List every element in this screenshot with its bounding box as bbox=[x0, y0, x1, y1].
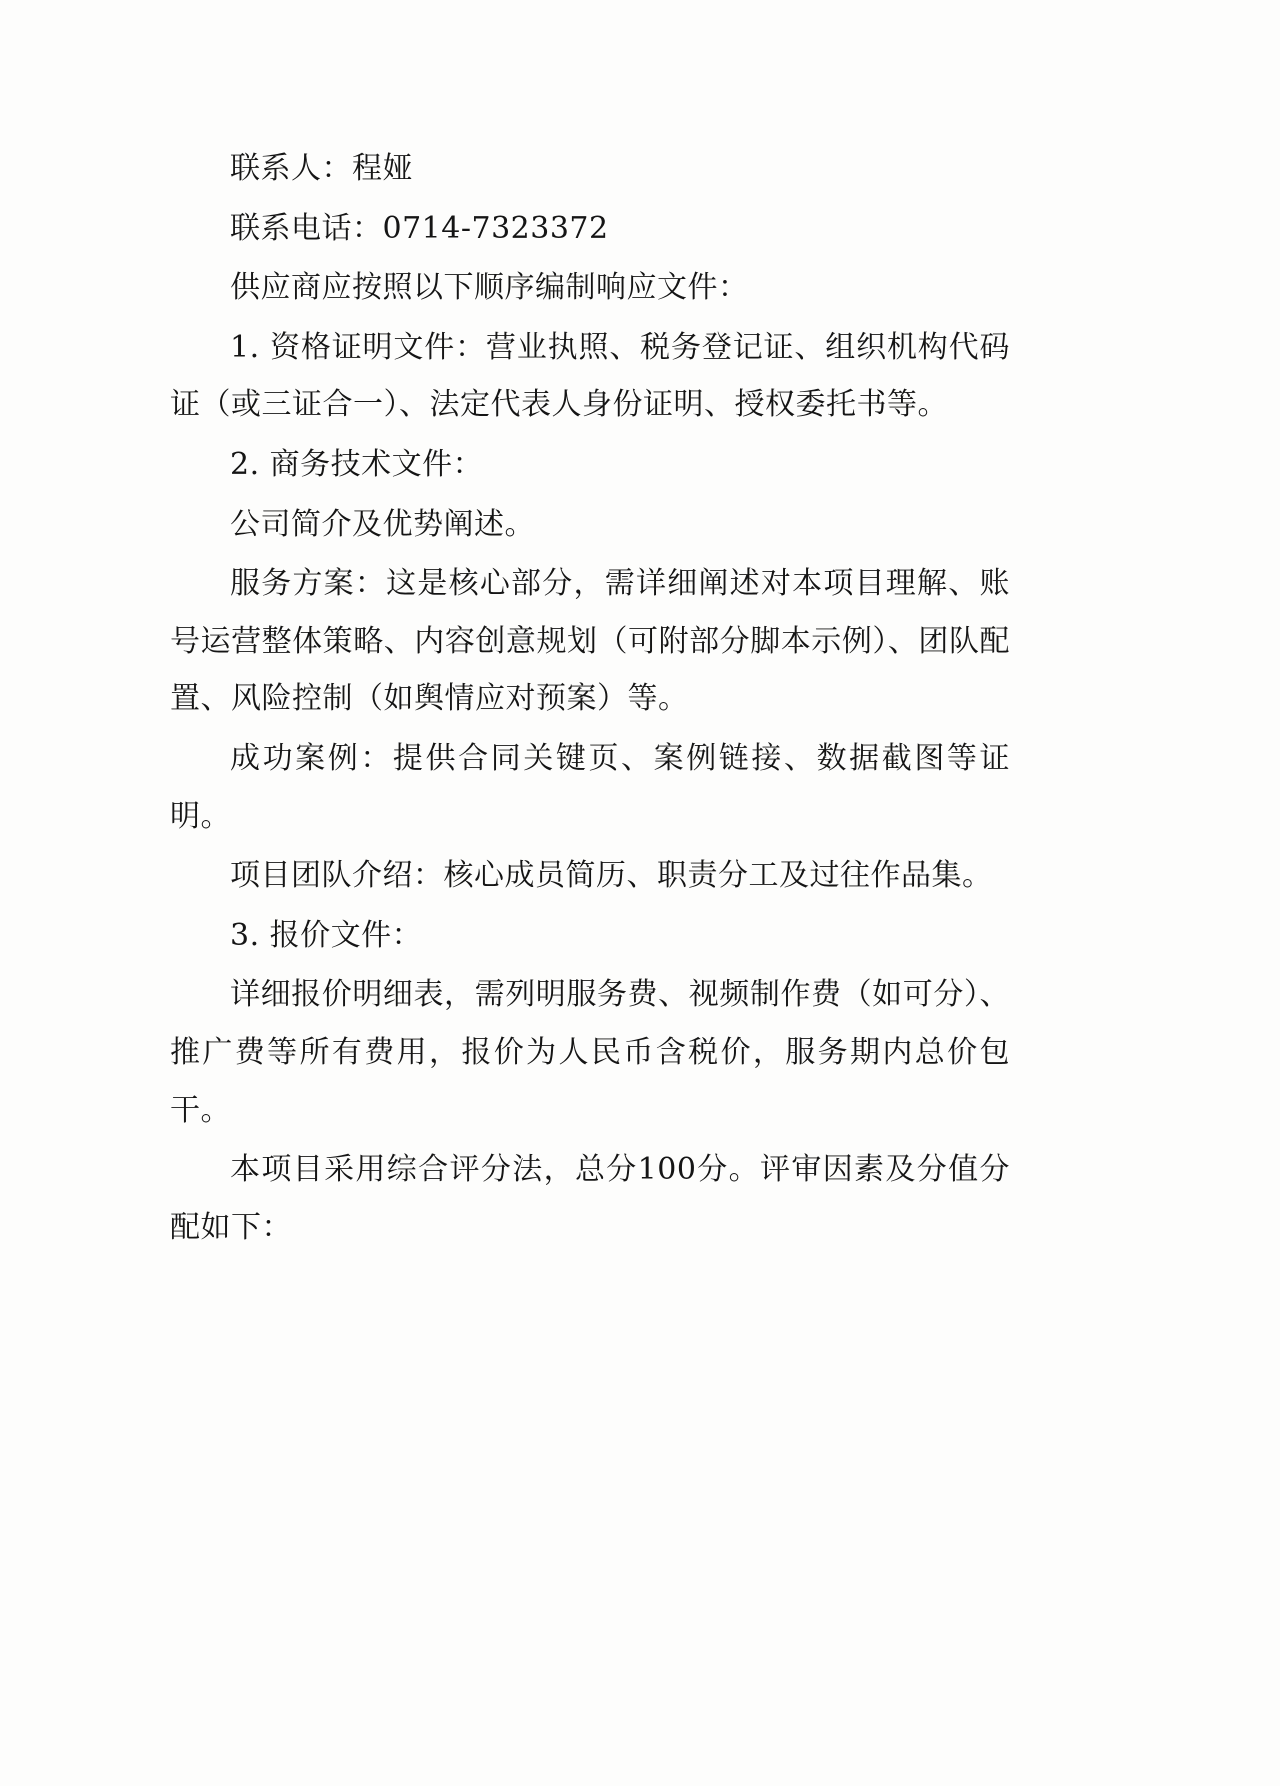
paragraph-contact-phone: 联系电话：0714-7323372 bbox=[230, 210, 609, 246]
paragraph-service-plan: 服务方案：这是核心部分，需详细阐述对本项目理解、账号运营整体策略、内容创意规划（可附部分脚本示例）、团队配置、风险控制（如舆情应对预案）等。 bbox=[170, 566, 1010, 717]
paragraph-quotation-detail: 详细报价明细表，需列明服务费、视频制作费（如可分）、推广费等所有费用，报价为人民币含税价，服务期内总价包干。 bbox=[170, 977, 1010, 1128]
paragraph-success-cases: 成功案例：提供合同关键页、案例链接、数据截图等证明。 bbox=[170, 740, 1010, 834]
paragraph-item-1-qualification: 1. 资格证明文件：营业执照、税务登记证、组织机构代码证（或三证合一）、法定代表人身份证明、授权委托书等。 bbox=[170, 329, 1010, 423]
paragraph-item-2-business-tech: 2. 商务技术文件： bbox=[230, 446, 484, 482]
paragraph-contact-person: 联系人：程娅 bbox=[230, 151, 413, 186]
paragraph-scoring-method: 本项目采用综合评分法，总分100分。评审因素及分值分配如下： bbox=[170, 1152, 1010, 1245]
paragraph-project-team: 项目团队介绍：核心成员简历、职责分工及过往作品集。 bbox=[230, 858, 993, 894]
paragraph-company-profile: 公司简介及优势阐述。 bbox=[230, 506, 535, 542]
document-body bbox=[170, 140, 1010, 1256]
paragraph-item-3-quotation: 3. 报价文件： bbox=[230, 917, 423, 953]
paragraph-prepare-order-intro: 供应商应按照以下顺序编制响应文件： bbox=[230, 270, 749, 306]
